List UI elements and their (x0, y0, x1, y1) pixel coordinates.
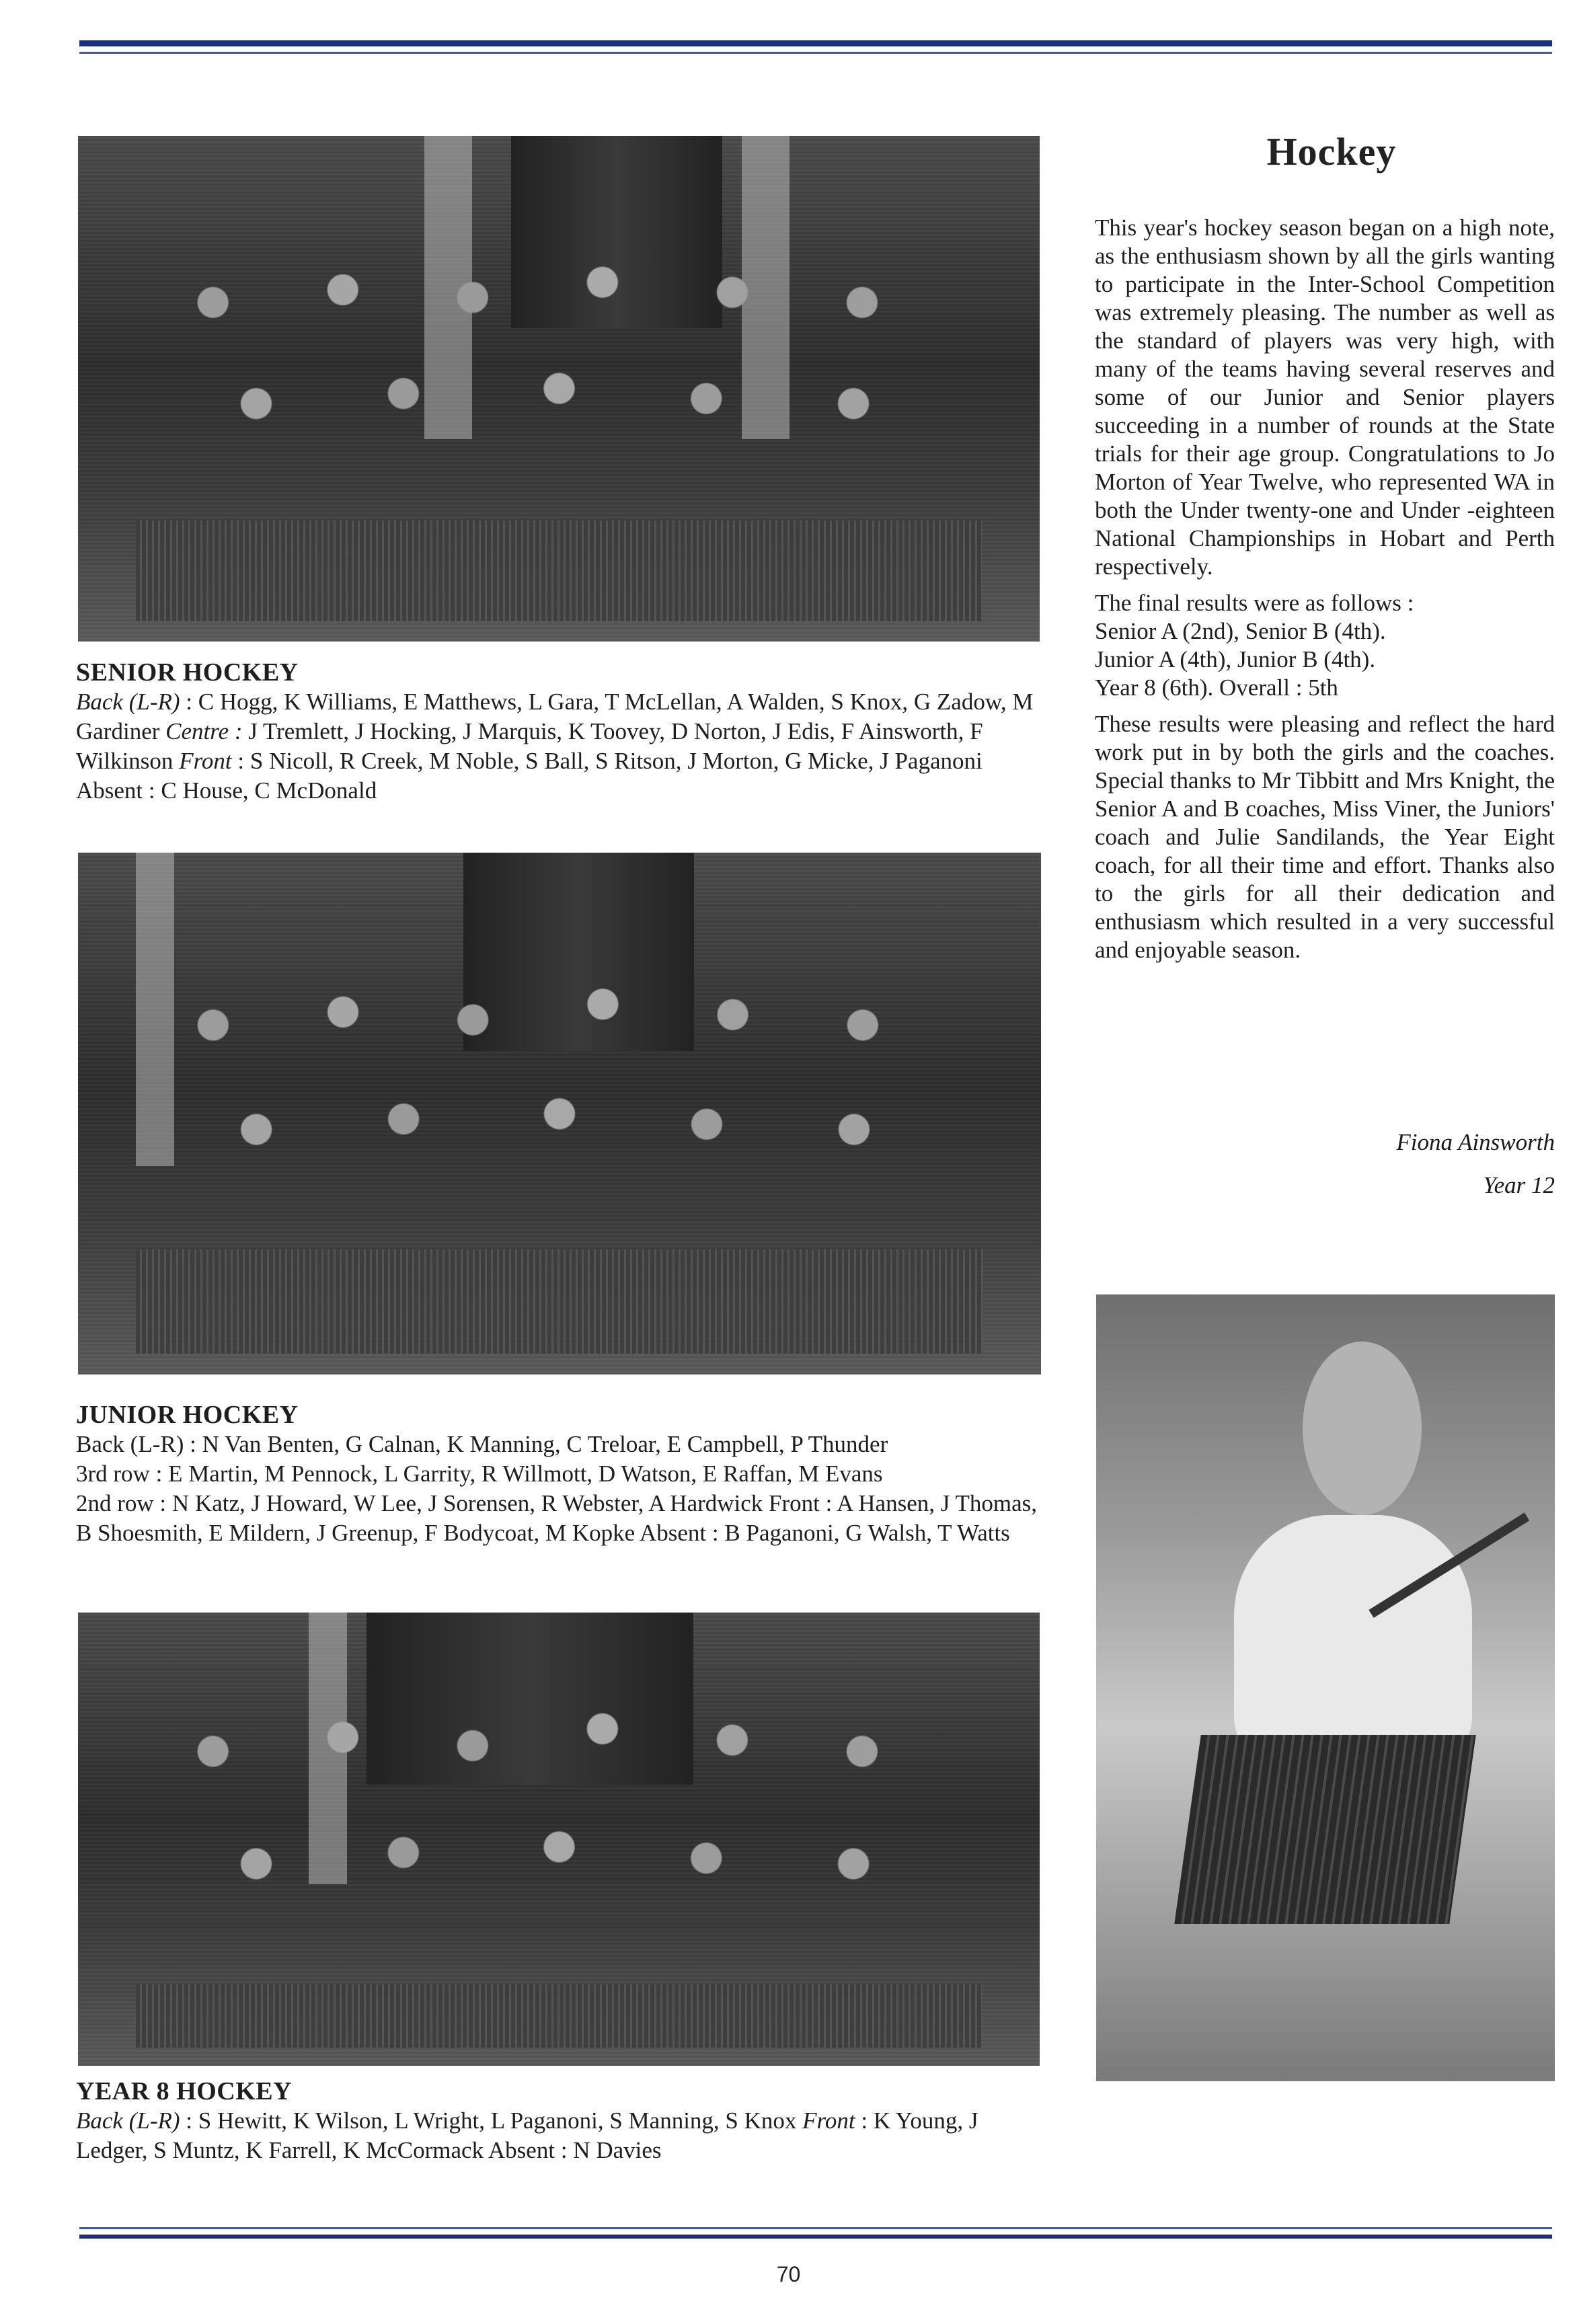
article-author-year: Year 12 (1483, 1172, 1555, 1198)
results-junior: Junior A (4th), Junior B (4th). (1095, 646, 1376, 672)
bottom-rule (79, 2227, 1552, 2239)
junior-hockey-caption (76, 1400, 1044, 1548)
senior-hockey-photo (78, 136, 1040, 642)
senior-centre-names: J Tremlett, J Hocking, J Marquis, K Toovey, D Norton, J Edis, F Ainsworth, F Wilkinson (76, 718, 983, 774)
article-paragraph-2: These results were pleasing and reflect the hard work put in by both the girls and the coaches. Special thanks to Mr Tibbitt and Mrs Knight, the Senior A and B coaches, Miss Viner, the Juniors' coach and Julie Sandilands, the Year Eight coach, for all their time and effort. Thanks also to the girls for all their dedication and enthusiasm which resulted in a very successful and enjoyable season. (1095, 711, 1555, 963)
year8-front-names: : K Young, J Ledger, S Muntz, K Farrell, K McCormack Absent : N Davies (76, 2107, 978, 2163)
junior-hockey-photo (78, 853, 1041, 1374)
junior-3rd-row: 3rd row : E Martin, M Pennock, L Garrity, R Willmott, D Watson, E Raffan, M Evans (76, 1461, 883, 1487)
year8-hockey-caption (76, 2077, 1044, 2165)
results-senior: Senior A (2nd), Senior B (4th). (1095, 618, 1386, 644)
senior-centre-label: Centre : (165, 718, 243, 744)
senior-back-label: Back (L-R) (76, 689, 180, 715)
year8-front-label: Front (802, 2107, 855, 2134)
article-paragraph-1: This year's hockey season began on a high note, as the enthusiasm shown by all the girls wanting to participate in the Inter-School Competition was extremely pleasing. The number as well as the standard of players was very high, with many of the teams having several reserves and some of our Junior and Senior players succeeding in a number of rounds at the State trials for their age group. Congratulations to Jo Morton of Year Twelve, who represented WA in both the Under twenty-one and Under -eighteen National Championships in Hobart and Perth respectively. (1095, 215, 1555, 580)
senior-front-label: Front (179, 748, 232, 774)
top-rule (79, 40, 1552, 54)
results-intro: The final results were as follows : (1095, 590, 1414, 616)
year8-hockey-photo (78, 1613, 1040, 2066)
page-number: 70 (776, 2262, 801, 2286)
junior-2nd-front-rows: 2nd row : N Katz, J Howard, W Lee, J Sorensen, R Webster, A Hardwick Front : A Hansen, J Thomas, B Shoesmith, E Mildern, J Greenup, F Bodycoat, M Kopke Absent : B Paganoni, G Walsh, T Watts (76, 1490, 1037, 1546)
year8-hockey-heading: YEAR 8 HOCKEY (76, 2077, 293, 2105)
results-year8-overall: Year 8 (6th). Overall : 5th (1095, 674, 1338, 701)
junior-hockey-heading: JUNIOR HOCKEY (76, 1401, 299, 1429)
senior-back-names: : C Hogg, K Williams, E Matthews, L Gara, T McLellan, A Walden, S Knox, G Zadow, M Gardiner (76, 689, 1034, 744)
year8-back-label: Back (L-R) (76, 2107, 180, 2134)
year8-back-names: : S Hewitt, K Wilson, L Wright, L Paganoni, S Manning, S Knox (180, 2107, 803, 2134)
article-title: Hockey (1266, 130, 1397, 173)
senior-front-names: : S Nicoll, R Creek, M Noble, S Ball, S Ritson, J Morton, G Micke, J Paganoni Absent : C House, C McDonald (76, 748, 983, 804)
hockey-action-photo (1096, 1294, 1555, 2081)
senior-hockey-caption (76, 658, 1044, 806)
junior-back-row: Back (L-R) : N Van Benten, G Calnan, K Manning, C Treloar, E Campbell, P Thunder (76, 1431, 888, 1457)
senior-hockey-heading: SENIOR HOCKEY (76, 658, 299, 687)
article-author: Fiona Ainsworth (1396, 1129, 1555, 1155)
article-body (1095, 214, 1555, 972)
